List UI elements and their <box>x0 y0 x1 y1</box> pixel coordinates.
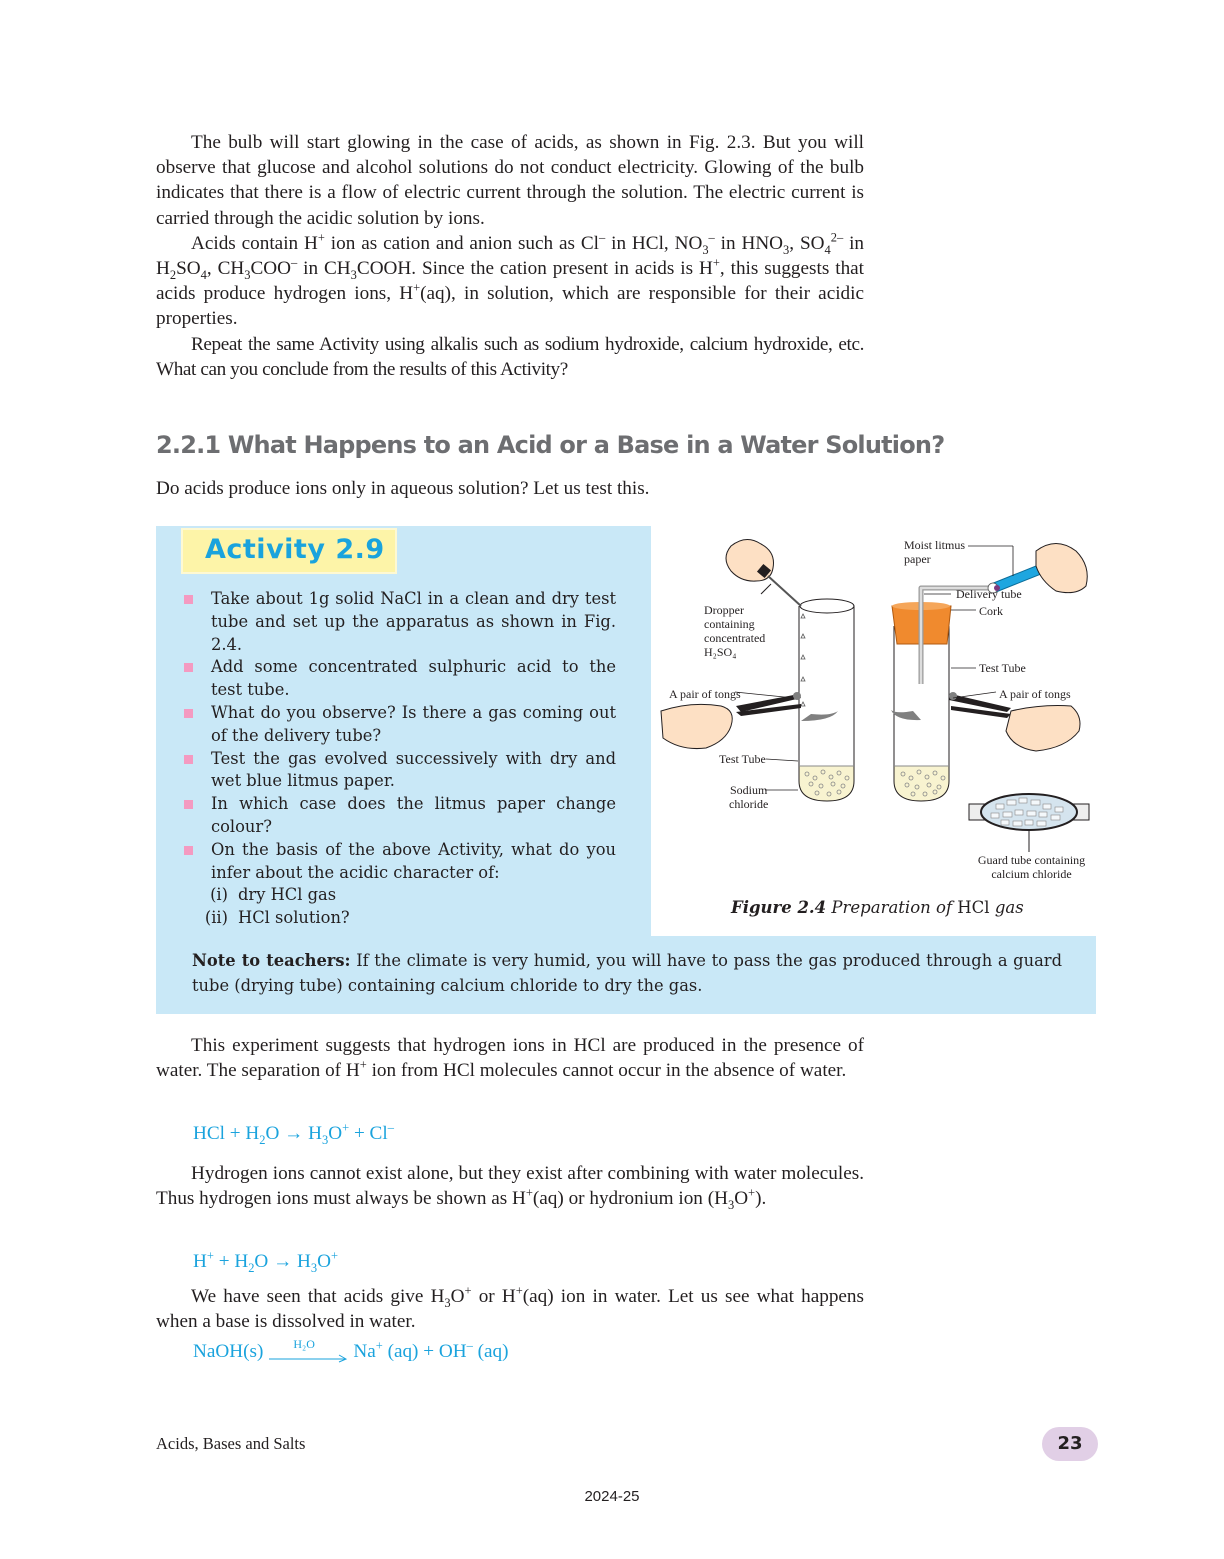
sub-item-number: (i) <box>210 885 228 905</box>
sup: 2– <box>830 230 844 245</box>
activity-title: Activity 2.9 <box>205 534 385 565</box>
text: in HCl, NO <box>605 232 703 254</box>
sub: 3 <box>727 1198 735 1213</box>
label-tongs-right: A pair of tongs <box>999 687 1071 701</box>
text: O <box>450 1286 465 1307</box>
bullet-square-icon <box>184 755 193 764</box>
activity-step <box>184 702 616 748</box>
caption-formula: HCl <box>957 898 990 917</box>
section-heading: 2.2.1 What Happens to an Acid or a Base in a Water Solution? <box>156 431 945 459</box>
step-text: What do you observe? Is there a gas coming out of the delivery tube? <box>211 702 616 745</box>
text: in HNO <box>714 232 784 254</box>
activity-steps <box>184 588 616 930</box>
activity-step <box>184 748 616 794</box>
figure-panel <box>651 526 1096 936</box>
activity-title-badge <box>181 528 397 574</box>
label-test-tube-right: Test Tube <box>979 661 1026 675</box>
sup: + <box>748 1185 756 1200</box>
sup: + <box>515 1283 523 1298</box>
arrow-label: H₂O <box>293 1336 315 1351</box>
label-line: paper <box>904 552 931 566</box>
paragraph-text <box>156 1033 864 1083</box>
eq-part: O → H <box>254 1251 311 1272</box>
eq-sub: 3 <box>310 1260 318 1275</box>
footer-chapter-title: Acids, Bases and Salts <box>156 1434 306 1453</box>
text: Acids contain H <box>191 232 318 254</box>
label-line: H₂SO₄ <box>704 645 737 659</box>
eq-sup: + <box>206 1248 214 1263</box>
label-dropper <box>704 603 765 659</box>
sub: 3 <box>783 242 790 257</box>
text: O <box>734 1188 749 1210</box>
eq-part: HCl + H <box>193 1123 260 1144</box>
text: SO <box>176 258 201 280</box>
sup: + <box>413 280 421 295</box>
eq-part: Na <box>353 1341 376 1362</box>
step-text: Take about 1g solid NaCl in a clean and dry test tube and set up the apparatus as shown in Fig. 2.4. <box>211 589 616 654</box>
page-number-badge: 23 <box>1042 1427 1098 1461</box>
eq-part: H <box>193 1251 207 1272</box>
eq-part: O → H <box>265 1123 322 1144</box>
sub: 3 <box>444 1295 451 1310</box>
text: ). <box>755 1188 767 1210</box>
text: COO <box>250 258 291 280</box>
lead-text: Do acids produce ions only in aqueous solution? Let us test this. <box>156 478 650 499</box>
step-text: Add some concentrated sulphuric acid to the test tube. <box>211 657 616 700</box>
sup: + <box>525 1185 533 1200</box>
footer-year: 2024-25 <box>584 1488 640 1505</box>
activity-step <box>184 839 616 930</box>
paragraph-bulb: The bulb will start glowing in the case of acids, as shown in Fig. 2.3. But you will observe that glucose and alcohol solutions do not conduct electricity. Glowing of the bulb indicates that there is a flow of electric current through the solution. The electric current is carried through the acidic solution by ions. <box>156 132 864 229</box>
sup: – <box>599 230 606 245</box>
sub: 3 <box>702 242 709 257</box>
eq-sub: 3 <box>322 1132 329 1147</box>
eq-sup: – <box>466 1338 473 1353</box>
text: , CH <box>206 258 245 280</box>
label-line: concentrated <box>704 631 766 645</box>
eq-sub: 2 <box>248 1260 255 1275</box>
figure-caption <box>731 898 1024 917</box>
reaction-arrow-icon <box>267 1336 349 1363</box>
figure-number: Figure 2.4 <box>731 898 827 917</box>
text: in H <box>156 232 865 280</box>
sup: + <box>464 1283 472 1298</box>
equation-hcl-water <box>193 1120 394 1147</box>
label-guard-tube <box>969 853 1094 881</box>
label-line: Guard tube containing <box>977 853 1086 867</box>
eq-part: O <box>317 1251 332 1272</box>
paragraph-base-dissolved <box>156 1284 864 1334</box>
sub-item-text: dry HCl gas <box>238 885 337 905</box>
eq-sup: + <box>342 1120 350 1135</box>
activity-step <box>184 588 616 656</box>
caption-text: gas <box>989 898 1024 917</box>
eq-part: + Cl <box>349 1123 388 1144</box>
sup: + <box>317 230 325 245</box>
sup: – <box>708 230 715 245</box>
label-line: Dropper <box>704 603 744 617</box>
step-text: On the basis of the above Activity, what do you infer about the acidic character of: <box>211 839 616 882</box>
text: COOH. Since the cation present in acids is H <box>356 258 713 280</box>
activity-sub-list <box>204 884 616 930</box>
label-cork: Cork <box>979 604 1003 618</box>
label-tongs-left: A pair of tongs <box>669 687 741 701</box>
text: (aq) ion in water. Let us see what happens when a base is dissolved in water. <box>156 1286 864 1333</box>
paragraph-repeat-activity: Repeat the same Activity using alkalis such as sodium hydroxide, calcium hydroxide, etc. What can you conclude from the results of this Activity? <box>156 333 864 380</box>
sub: 4 <box>824 242 831 257</box>
sub: 4 <box>200 267 207 282</box>
sub-item-text: HCl solution? <box>238 908 350 928</box>
step-text: Test the gas evolved successively with dry and wet blue litmus paper. <box>211 748 616 791</box>
label-line: Sodium <box>729 783 768 797</box>
text: , this suggests that acids produce hydrogen ions, H <box>156 258 865 305</box>
paragraph-hydrogen-ions <box>156 1161 864 1211</box>
eq-part: (aq) + OH <box>382 1341 467 1362</box>
sub: 3 <box>350 267 357 282</box>
text: We have seen that acids give H <box>191 1286 445 1307</box>
eq-sup: + <box>331 1248 339 1263</box>
hcl-apparatus-illustration <box>651 526 1096 896</box>
text: (aq), in solution, which are responsible for their acidic properties. <box>156 283 864 330</box>
sub-item <box>171 907 616 930</box>
paragraph-text <box>156 1161 864 1211</box>
note-to-teachers <box>192 948 1062 998</box>
dropper-hand <box>726 539 801 606</box>
text: (aq) or hydronium ion (H <box>532 1188 728 1210</box>
sup: + <box>712 255 720 270</box>
sub: 3 <box>244 267 251 282</box>
label-line: calcium chloride <box>991 867 1072 881</box>
label-moist-litmus <box>904 538 965 566</box>
text: in CH <box>297 258 351 280</box>
sub: 2 <box>169 267 177 282</box>
paragraph-experiment <box>156 1033 864 1083</box>
eq-sup: – <box>387 1120 394 1135</box>
bullet-square-icon <box>184 800 193 809</box>
sup: + <box>359 1057 367 1072</box>
text: ion as cation and anion such as Cl <box>324 232 599 254</box>
paragraph-acids-contain <box>156 231 864 332</box>
bullet-square-icon <box>184 846 193 855</box>
label-delivery-tube: Delivery tube <box>956 587 1022 601</box>
activity-content <box>156 526 651 936</box>
sup: – <box>291 255 298 270</box>
eq-part: (aq) <box>472 1341 509 1362</box>
equation-naoh <box>193 1336 509 1363</box>
guard-tube <box>969 794 1089 852</box>
eq-part: O <box>328 1123 343 1144</box>
left-test-tube <box>799 599 854 801</box>
equation-hydronium <box>193 1248 339 1275</box>
caption-text: Preparation of <box>826 898 958 917</box>
text: This experiment suggests that hydrogen ions in HCl are produced in the presence of water. The separation of H <box>156 1035 864 1082</box>
label-sodium-chloride <box>729 783 768 811</box>
sub-item-number: (ii) <box>204 908 228 928</box>
text: , SO <box>789 232 825 254</box>
bullet-square-icon <box>184 709 193 718</box>
text: Hydrogen ions cannot exist alone, but they exist after combining with water molecules. Thus hydrogen ions must always be shown as H <box>156 1163 864 1210</box>
eq-sup: + <box>375 1338 383 1353</box>
note-label: Note to teachers: <box>192 951 351 970</box>
note-text: If the climate is very humid, you will have to pass the gas produced through a guard tube (drying tube) containing calcium chloride to dry the gas. <box>192 951 1062 995</box>
sub-item <box>171 884 616 907</box>
paragraph-text <box>156 1284 864 1334</box>
label-line: Moist litmus <box>904 538 966 552</box>
bullet-square-icon <box>184 595 193 604</box>
intro-paragraphs <box>156 130 864 382</box>
bullet-square-icon <box>184 663 193 672</box>
label-line: chloride <box>729 797 769 811</box>
eq-part: NaOH(s) <box>193 1341 264 1362</box>
label-line: containing <box>704 617 755 631</box>
text: or H <box>471 1286 516 1307</box>
activity-box <box>156 526 1096 1014</box>
activity-step <box>184 793 616 839</box>
label-test-tube-left: Test Tube <box>719 752 766 766</box>
step-text: In which case does the litmus paper change colour? <box>211 794 616 836</box>
text: ion from HCl molecules cannot occur in the absence of water. <box>366 1060 847 1082</box>
activity-step <box>184 656 616 702</box>
eq-sub: 2 <box>259 1132 266 1147</box>
eq-part: + H <box>213 1251 249 1272</box>
